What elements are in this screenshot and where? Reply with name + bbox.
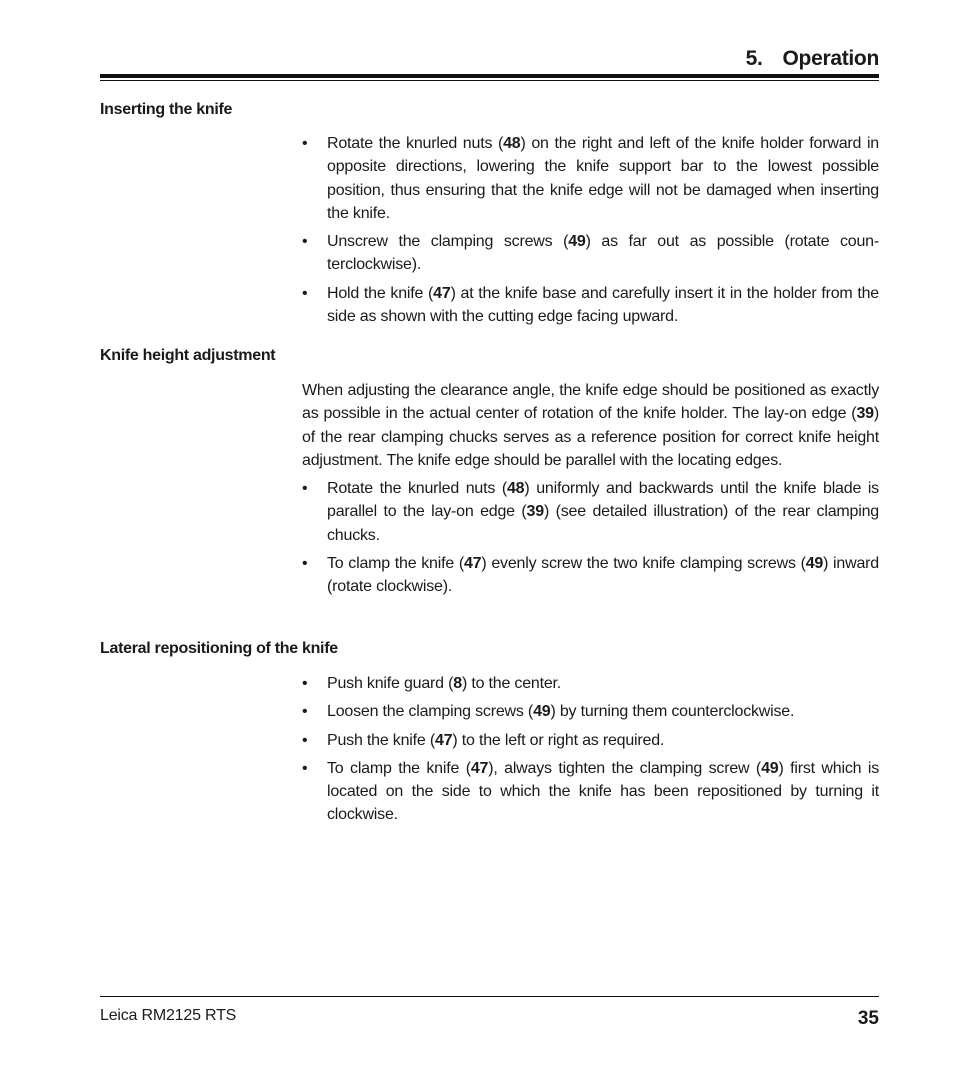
bullet-icon: • bbox=[302, 555, 308, 573]
header-rule-thin bbox=[100, 80, 879, 81]
bullet-icon: • bbox=[302, 675, 308, 692]
chapter-name: Operation bbox=[782, 47, 879, 70]
section-body-lateral-repositioning bbox=[302, 672, 879, 832]
chapter-number: 5. bbox=[745, 47, 763, 70]
section-body-inserting-knife bbox=[302, 132, 879, 333]
bullet-icon: • bbox=[302, 759, 308, 777]
list-item: • Rotate the knurled nuts (48) uniformly and backwards until the knife blade is parallel to the lay-on edge (39) (see detailed illustration) of the rear clamping chucks. bbox=[302, 477, 879, 547]
bullet-icon: • bbox=[302, 480, 308, 498]
section-body-knife-height bbox=[302, 379, 879, 604]
bullet-icon: • bbox=[302, 731, 308, 749]
list-item: • To clamp the knife (47) evenly screw the two knife clamping screws (49) inward (rotate clockwise). bbox=[302, 552, 879, 599]
list-item: • Rotate the knurled nuts (48) on the right and left of the knife holder forward in opposite directions, lowering the knife support bar to the lowest possible position, thus ensuring that the knife edge will not be damaged when inserting the knife. bbox=[302, 132, 879, 225]
page-number: 35 bbox=[857, 1008, 879, 1029]
section-heading-lateral-repositioning: Lateral repositioning of the knife bbox=[100, 640, 338, 657]
list-item: • Push the knife (47) to the left or right as required. bbox=[302, 729, 879, 752]
document-name: Leica RM2125 RTS bbox=[100, 1007, 237, 1024]
bullet-icon: • bbox=[302, 703, 308, 721]
list-item: • To clamp the knife (47), always tighten the clamping screw (49) first which is located on the side to which the knife has been repositioned by turning it clockwise. bbox=[302, 757, 879, 827]
page-footer bbox=[100, 996, 879, 1027]
bullet-list bbox=[302, 672, 879, 827]
page-header bbox=[100, 44, 879, 81]
list-item: • Unscrew the clamping screws (49) as far out as possible (rotate coun-terclockwise). bbox=[302, 230, 879, 277]
chapter-title bbox=[100, 44, 879, 74]
section-heading-knife-height: Knife height adjustment bbox=[100, 347, 276, 364]
list-item: • Push knife guard (8) to the center. bbox=[302, 672, 879, 695]
bullet-icon: • bbox=[302, 233, 308, 251]
header-rule-thick bbox=[100, 74, 879, 78]
bullet-icon: • bbox=[302, 284, 308, 302]
bullet-list bbox=[302, 132, 879, 328]
list-item: • Loosen the clamping screws (49) by turning them counterclockwise. bbox=[302, 700, 879, 723]
bullet-icon: • bbox=[302, 135, 308, 152]
body-paragraph: When adjusting the clearance angle, the knife edge should be positioned as exactly as possible in the actual center of rotation of the knife holder. The lay-on edge (39) of the rear clamping chucks serves as a reference position for correct knife height adjustment. The knife edge should be parallel with the locating edges. bbox=[302, 382, 879, 469]
list-item: • Hold the knife (47) at the knife base and carefully insert it in the holder from the side as shown with the cutting edge facing upward. bbox=[302, 282, 879, 329]
bullet-list bbox=[302, 477, 879, 598]
section-heading-inserting-knife: Inserting the knife bbox=[100, 101, 233, 118]
footer-row bbox=[100, 997, 879, 1027]
